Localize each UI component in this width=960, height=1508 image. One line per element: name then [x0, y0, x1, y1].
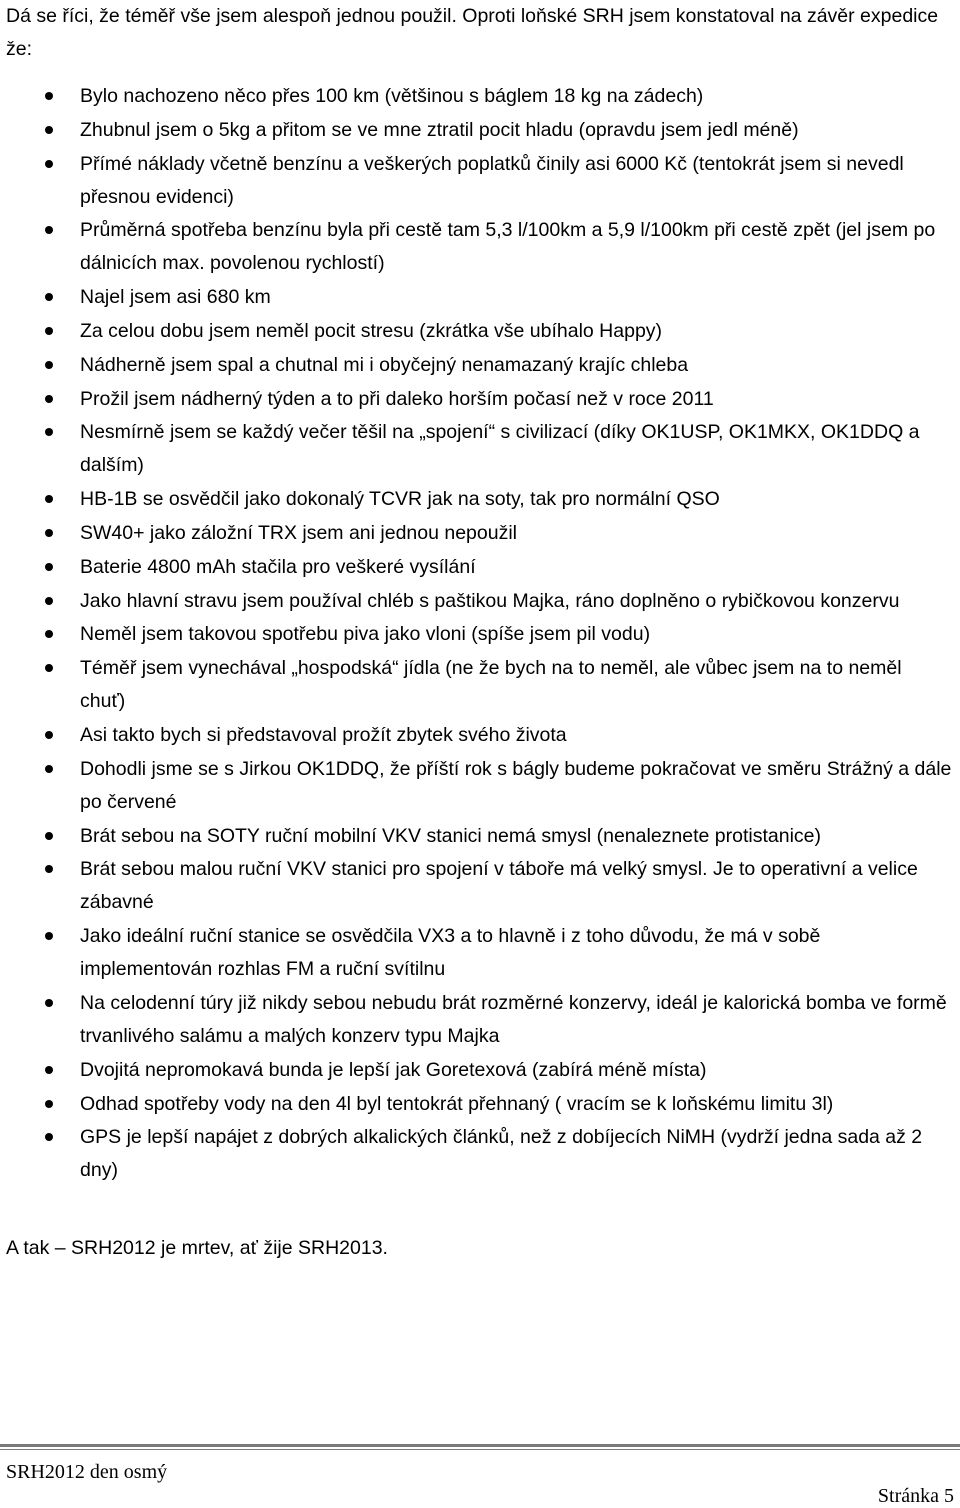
bullet-icon: [45, 865, 53, 873]
list-item: [0, 416, 960, 482]
bullet-icon: [45, 226, 53, 234]
footer-title: SRH2012 den osmý: [6, 1461, 168, 1483]
bullet-icon: [45, 932, 53, 940]
bullet-icon: [45, 126, 53, 134]
list-item: [0, 820, 960, 853]
list-item: [0, 1088, 960, 1121]
list-item-text: Téměř jsem vynechával „hospodská“ jídla (ne že bych na to neměl, ale vůbec jsem na to neměl chuť): [80, 657, 902, 713]
intro-paragraph: Dá se říci, že téměř vše jsem alespoň jednou použil. Oproti loňské SRH jsem konstatoval na závěr expedice že:: [6, 5, 939, 60]
list-item-text: Brát sebou malou ruční VKV stanici pro spojení v táboře má velký smysl. Je to operativní a velice zábavné: [80, 858, 918, 914]
bullet-icon: [45, 832, 53, 840]
bullet-icon: [45, 563, 53, 571]
list-item-text: Neměl jsem takovou spotřebu piva jako vloni (spíše jsem pil vodu): [80, 623, 651, 646]
list-item-text: Baterie 4800 mAh stačila pro veškeré vysílání: [80, 555, 476, 578]
bullet-icon: [45, 293, 53, 301]
list-item-text: Průměrná spotřeba benzínu byla při cestě tam 5,3 l/100km a 5,9 l/100km při cestě zpět (jel jsem po dálnicích max. povolenou rychlostí): [80, 219, 936, 275]
bullet-icon: [45, 597, 53, 605]
page-number: Stránka 5: [877, 1485, 954, 1507]
list-item: [0, 1121, 960, 1187]
list-item-text: Dohodli jsme se s Jirkou OK1DDQ, že příští rok s bágly budeme pokračovat ve směru Strážný a dále po červené: [80, 757, 952, 813]
list-item: [0, 349, 960, 382]
bullet-icon: [45, 529, 53, 537]
list-item-text: Jako ideální ruční stanice se osvědčila VX3 a to hlavně i z toho důvodu, že má v sobě implementován rozhlas FM a ruční svítilnu: [80, 925, 821, 981]
list-item: [0, 618, 960, 651]
list-item: [0, 214, 960, 280]
list-item: [0, 987, 960, 1053]
list-item-text: Nesmírně jsem se každý večer těšil na „spojení“ s civilizací (díky OK1USP, OK1MKX, OK1DDQ a dalším): [80, 421, 920, 477]
bullet-icon: [45, 495, 53, 503]
list-item: [0, 281, 960, 314]
list-item: [0, 517, 960, 550]
list-item-text: SW40+ jako záložní TRX jsem ani jednou nepoužil: [80, 521, 518, 544]
conclusions-list: [0, 80, 960, 1188]
list-item: [0, 551, 960, 584]
list-item: [0, 920, 960, 986]
bullet-icon: [45, 361, 53, 369]
bullet-icon: [45, 1066, 53, 1074]
list-item-text: Bylo nachozeno něco přes 100 km (většinou s báglem 18 kg na zádech): [80, 85, 704, 107]
list-item-text: GPS je lepší napájet z dobrých alkalických článků, než z dobíjecích NiMH (vydrží jedna sada až 2 dny): [80, 1126, 923, 1182]
list-item-text: Prožil jsem nádherný týden a to při daleko horším počasí než v roce 2011: [80, 387, 714, 410]
list-item: [0, 483, 960, 516]
bullet-icon: [45, 999, 53, 1007]
list-item: [0, 383, 960, 416]
list-item-text: Brát sebou na SOTY ruční mobilní VKV stanici nemá smysl (nenaleznete protistanice): [80, 824, 821, 847]
list-item-text: Zhubnul jsem o 5kg a přitom se ve mne ztratil pocit hladu (opravdu jsem jedl méně): [80, 118, 799, 141]
list-item: [0, 652, 960, 718]
list-item: [0, 315, 960, 348]
bullet-icon: [45, 160, 53, 168]
list-item-text: Odhad spotřeby vody na den 4l byl tentokrát přehnaný ( vracím se k loňskému limitu 3l): [80, 1092, 834, 1115]
bullet-icon: [45, 1100, 53, 1108]
bullet-icon: [45, 731, 53, 739]
bullet-icon: [45, 428, 53, 436]
list-item-text: Jako hlavní stravu jsem používal chléb s paštikou Majka, ráno doplněno o rybičkovou konzervu: [80, 589, 900, 612]
list-item: [0, 719, 960, 752]
list-item-text: HB-1B se osvědčil jako dokonalý TCVR jak na soty, tak pro normální QSO: [80, 488, 720, 511]
list-item: [0, 585, 960, 618]
closing-sentence: A tak – SRH2012 je mrtev, ať žije SRH2013.: [6, 1237, 388, 1259]
list-item: [0, 753, 960, 819]
list-item: [0, 1054, 960, 1087]
list-item: [0, 853, 960, 919]
bullet-icon: [45, 395, 53, 403]
list-item: [0, 114, 960, 147]
bullet-icon: [45, 327, 53, 335]
bullet-icon: [45, 765, 53, 773]
footer-divider: [0, 1444, 960, 1447]
list-item-text: Asi takto bych si představoval prožít zbytek svého života: [80, 723, 567, 746]
bullet-icon: [45, 664, 53, 672]
list-item-text: Přímé náklady včetně benzínu a veškerých poplatků činily asi 6000 Kč (tentokrát jsem si nevedl přesnou evidenci): [80, 152, 904, 208]
list-item-text: Nádherně jsem spal a chutnal mi i obyčejný nenamazaný krajíc chleba: [80, 353, 689, 376]
list-item-text: Za celou dobu jsem neměl pocit stresu (zkrátka vše ubíhalo Happy): [80, 319, 663, 342]
footer-divider-thin: [0, 1449, 960, 1450]
bullet-icon: [45, 92, 53, 100]
list-item: [0, 80, 960, 113]
list-item-text: Dvojitá nepromokavá bunda je lepší jak Goretexová (zabírá méně místa): [80, 1058, 707, 1081]
bullet-icon: [45, 630, 53, 638]
bullet-icon: [45, 1133, 53, 1141]
list-item-text: Na celodenní túry již nikdy sebou nebudu brát rozměrné konzervy, ideál je kalorická bomba ve formě trvanlivého salámu a malých konzerv typu Majka: [80, 991, 947, 1047]
list-item: [0, 148, 960, 214]
list-item-text: Najel jsem asi 680 km: [80, 286, 271, 309]
